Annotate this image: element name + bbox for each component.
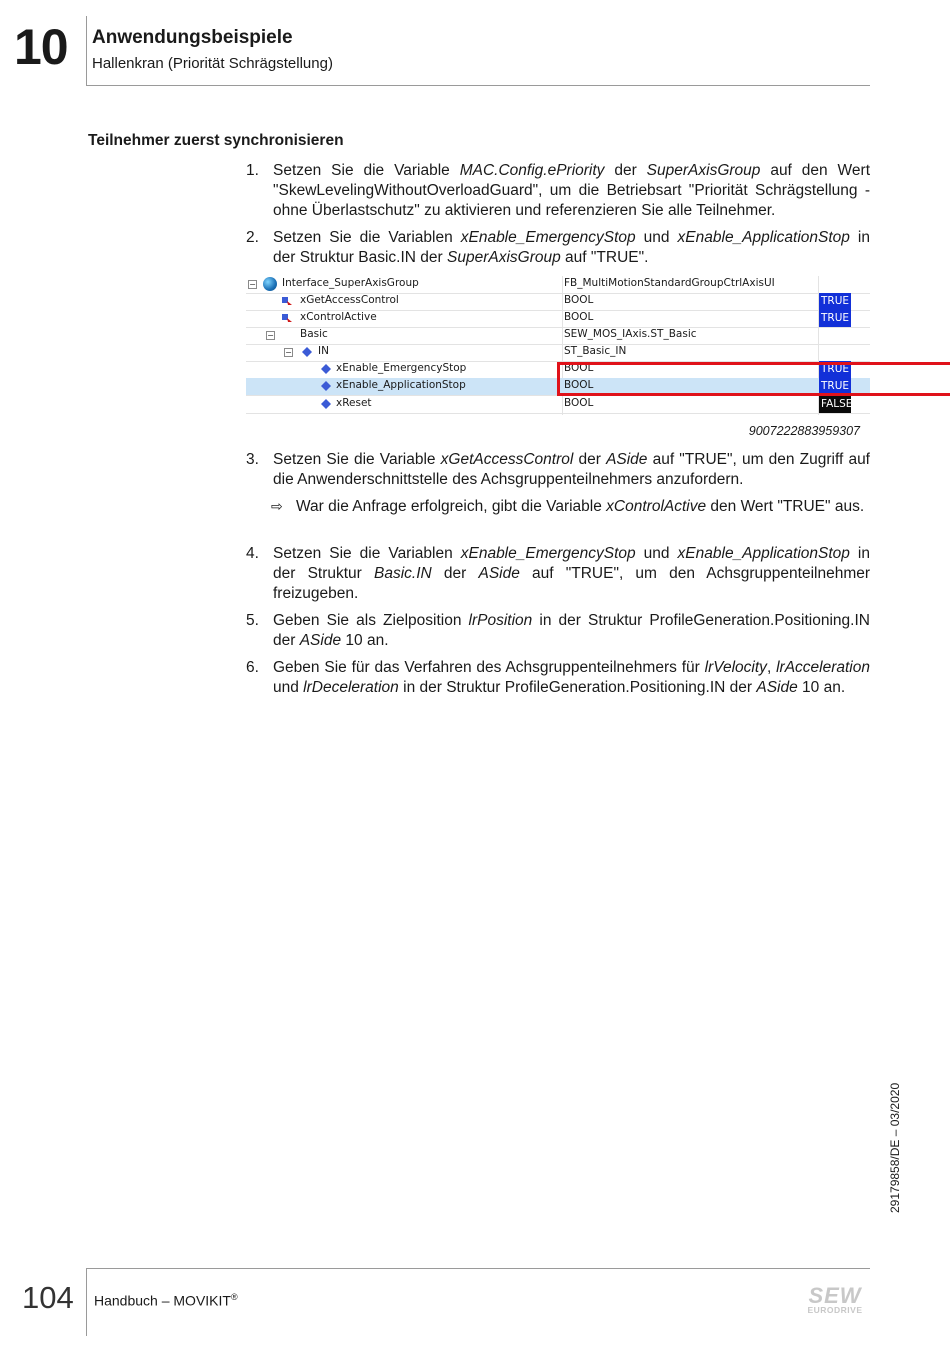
step-number: 5.	[246, 612, 259, 629]
table-row	[246, 327, 870, 345]
logo-bottom-text: EURODRIVE	[807, 1305, 863, 1315]
step-number: 6.	[246, 659, 259, 676]
variable-name: IN	[318, 345, 329, 357]
variable-name: Basic	[300, 328, 328, 340]
input-variable-icon	[282, 296, 292, 306]
step-5	[246, 611, 870, 651]
footer-divider-horizontal	[86, 1268, 870, 1269]
step-1	[246, 161, 870, 221]
step-text: Setzen Sie die Variablen xEnable_EmergencyStop und xEnable_ApplicationStop in der Struktur Basic.IN der ASide auf "TRUE", um den Achsgruppenteilnehmer freizugeben.	[273, 545, 871, 602]
step-number: 1.	[246, 162, 259, 179]
step-3	[246, 450, 870, 490]
logo-top-text: SEW	[808, 1283, 862, 1308]
value-cell: TRUE	[819, 361, 851, 378]
table-row	[246, 293, 870, 311]
step-6	[246, 658, 870, 698]
variable-name: xReset	[336, 397, 372, 409]
step-text: Geben Sie als Zielposition lrPosition in der Struktur ProfileGeneration.Positioning.IN der ASide 10 an.	[273, 612, 870, 649]
variable-icon	[321, 381, 331, 391]
page-number: 104	[22, 1280, 74, 1315]
document-id: 29179858/DE – 03/2020	[888, 1082, 902, 1213]
struct-variable-icon	[302, 347, 312, 357]
variable-table-screenshot	[246, 276, 870, 415]
registered-mark: ®	[230, 1292, 238, 1302]
header-divider-horizontal	[86, 85, 870, 86]
sew-eurodrive-logo	[800, 1283, 870, 1315]
collapse-icon: −	[249, 280, 256, 289]
variable-name: xEnable_ApplicationStop	[336, 379, 466, 391]
variable-type: BOOL	[564, 397, 594, 409]
variable-type: SEW_MOS_IAxis.ST_Basic	[564, 328, 697, 340]
collapse-icon: −	[267, 331, 274, 340]
variable-icon	[321, 364, 331, 374]
variable-type: ST_Basic_IN	[564, 345, 627, 357]
collapse-icon: −	[285, 348, 292, 357]
step-text: Setzen Sie die Variablen xEnable_EmergencyStop und xEnable_ApplicationStop in der Struktur Basic.IN der SuperAxisGroup auf "TRUE".	[273, 229, 870, 266]
globe-icon	[263, 277, 277, 291]
chapter-subtitle: Hallenkran (Priorität Schrägstellung)	[92, 55, 333, 72]
variable-icon	[321, 399, 331, 409]
value-cell: TRUE	[819, 293, 851, 310]
step-number: 3.	[246, 451, 259, 468]
chapter-title: Anwendungsbeispiele	[92, 27, 293, 48]
footer-divider-vertical	[86, 1268, 87, 1336]
variable-name: xGetAccessControl	[300, 294, 399, 306]
variable-name: Interface_SuperAxisGroup	[282, 277, 419, 289]
value-cell: TRUE	[819, 378, 851, 395]
step-2	[246, 228, 870, 268]
variable-type: BOOL	[564, 294, 594, 306]
variable-name: xEnable_EmergencyStop	[336, 362, 467, 374]
section-heading: Teilnehmer zuerst synchronisieren	[88, 132, 344, 149]
step-text: Geben Sie für das Verfahren des Achsgruppenteilnehmers für lrVelocity, lrAcceleration und lrDeceleration in der Struktur ProfileGeneration.Positioning.IN der ASide 10 an.	[273, 659, 870, 696]
step-number: 4.	[246, 545, 259, 562]
variable-type: BOOL	[564, 311, 594, 323]
variable-type: FB_MultiMotionStandardGroupCtrlAxisUI	[564, 277, 775, 289]
variable-name: xControlActive	[300, 311, 377, 323]
table-row	[246, 276, 870, 294]
header-divider-vertical	[86, 16, 87, 86]
step-3-result	[296, 497, 870, 517]
variable-type: BOOL	[564, 379, 594, 391]
result-text: War die Anfrage erfolgreich, gibt die Variable xControlActive den Wert "TRUE" aus.	[296, 498, 865, 515]
step-number: 2.	[246, 229, 259, 246]
table-row	[246, 310, 870, 328]
step-4	[246, 544, 870, 604]
value-cell: TRUE	[819, 310, 851, 327]
variable-type: BOOL	[564, 362, 594, 374]
value-cell: FALSE	[819, 396, 851, 413]
step-text: Setzen Sie die Variable xGetAccessControl der ASide auf "TRUE", um den Zugriff auf die Anwenderschnittstelle des Achsgruppenteilnehmers anzufordern.	[273, 451, 870, 488]
highlight-box	[557, 362, 950, 396]
manual-title: Handbuch – MOVIKIT®	[94, 1292, 238, 1309]
result-arrow-icon: ⇨	[271, 498, 283, 514]
chapter-number: 10	[14, 19, 68, 75]
image-id: 9007222883959307	[748, 424, 860, 438]
table-row	[246, 396, 870, 414]
step-text: Setzen Sie die Variable MAC.Config.ePriority der SuperAxisGroup auf den Wert "SkewLevelingWithoutOverloadGuard", um die Betriebsart "Priorität Schrägstellung - ohne Überlastschutz" zu aktivieren und referenzieren Sie alle Teilnehmer.	[273, 162, 870, 219]
output-variable-icon	[282, 313, 292, 323]
table-row	[246, 344, 870, 362]
